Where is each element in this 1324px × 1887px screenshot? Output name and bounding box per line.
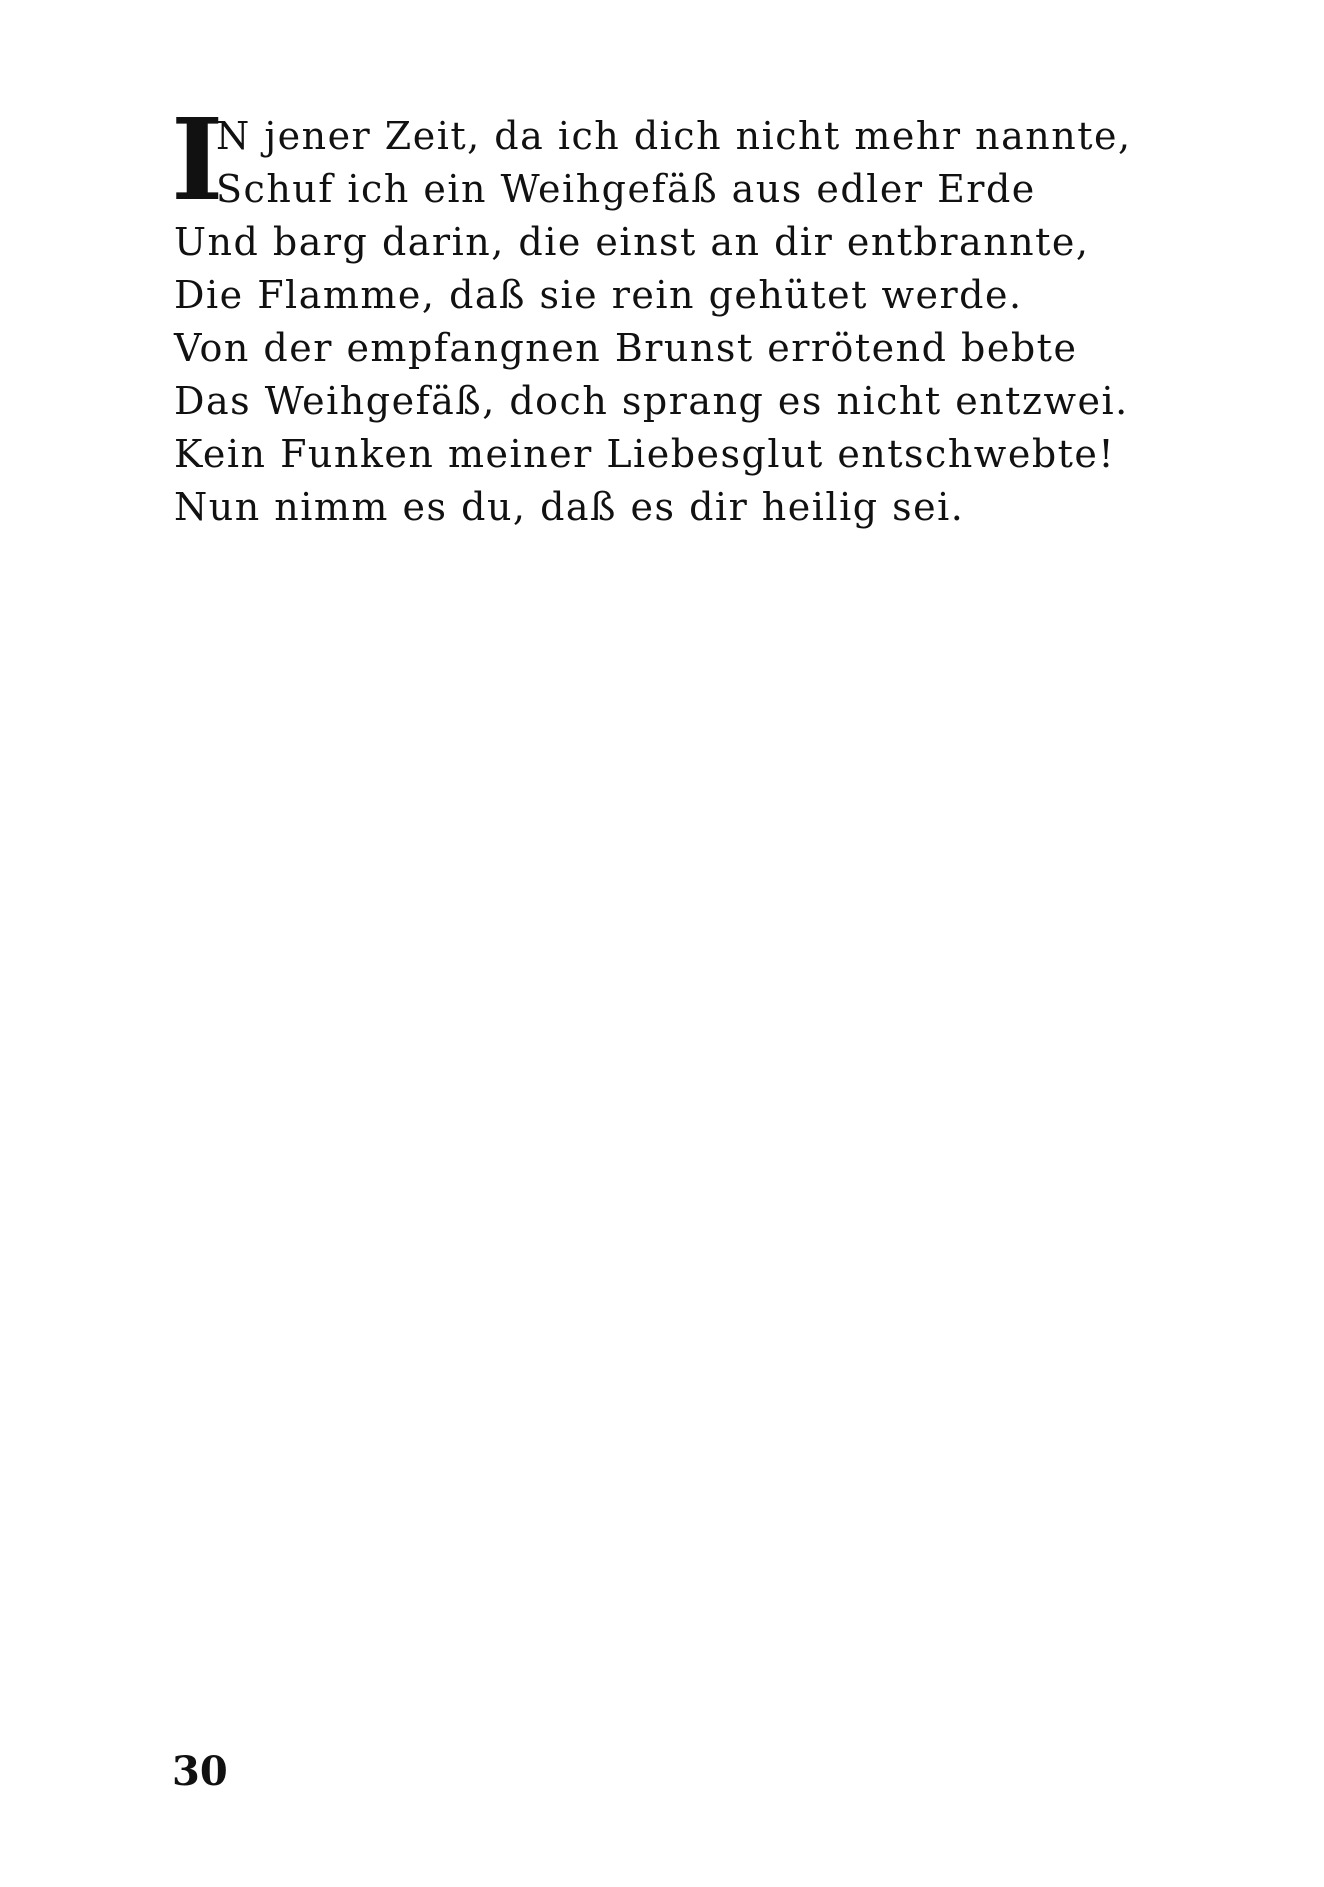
- poem-line-7: Kein Funken meiner Liebesglut entschwebte!: [174, 432, 1116, 476]
- poem-line-6: Das Weihgefäß, doch sprang es nicht entzwei.: [174, 379, 1129, 423]
- poem-opening: [171, 95, 1132, 226]
- poem: [171, 95, 1132, 534]
- poem-line-4: Die Flamme, daß sie rein gehütet werde.: [174, 273, 1023, 317]
- poem-line-1: N jener Zeit, da ich dich nicht mehr nannte,: [216, 114, 1132, 158]
- poem-line-3: Und barg darin, die einst an dir entbrannte,: [174, 220, 1090, 264]
- page-number: 30: [172, 1748, 228, 1795]
- poem-line-8: Nun nimm es du, daß es dir heilig sei.: [174, 485, 965, 529]
- poem-line-2: Schuf ich ein Weihgefäß aus edler Erde: [216, 167, 1036, 211]
- drop-cap: I: [171, 95, 224, 226]
- poem-line-5: Von der empfangnen Brunst errötend bebte: [174, 326, 1078, 370]
